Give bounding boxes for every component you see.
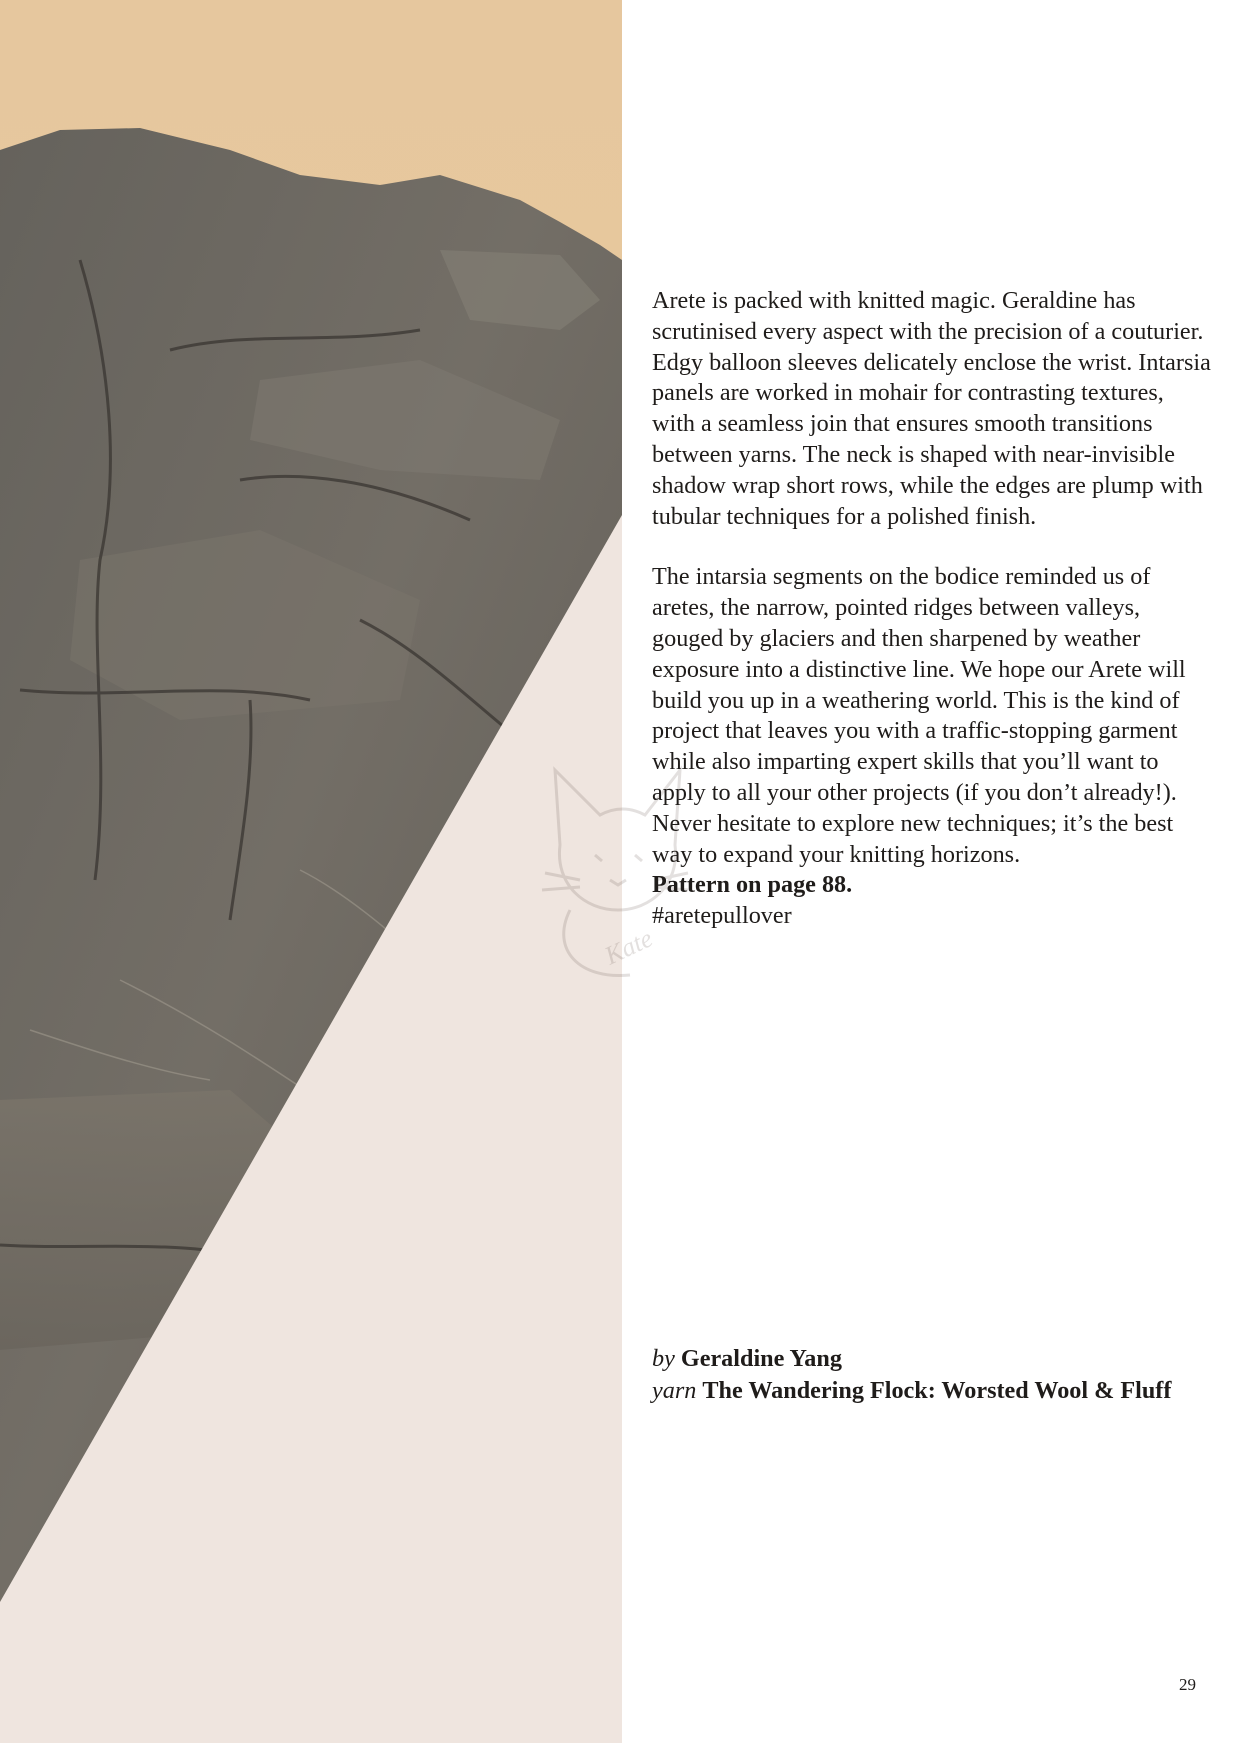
designer-name: Geraldine Yang [680, 1345, 842, 1372]
yarn-label: yarn [652, 1377, 697, 1404]
by-label: by [652, 1345, 675, 1372]
rock-illustration [0, 0, 622, 1743]
article-body [652, 286, 1212, 932]
hashtag: #aretepullover [652, 902, 792, 930]
body-paragraph: Arete is packed with knitted magic. Geraldine has scrutinised every aspect with the precision of a couturier. Edgy balloon sleeves delicately enclose the wrist. Intarsia panels are worked in mohair for contrasting textures, with a seamless join that ensures smooth transitions between yarns. The neck is shaped with near-invisible shadow wrap short rows, while the edges are plump with tubular techniques for a polished finish. [652, 287, 1211, 530]
yarn-credit [652, 1375, 1232, 1407]
designer-credit [652, 1343, 1232, 1375]
pattern-reference: Pattern on page 88. [652, 871, 853, 899]
page-number: 29 [1179, 1675, 1196, 1694]
rock-photo [0, 0, 622, 1743]
watermark-text: Kate [600, 923, 658, 971]
credits [652, 1343, 1232, 1407]
yarn-name: The Wandering Flock: Worsted Wool & Fluff [702, 1377, 1172, 1404]
body-paragraph: The intarsia segments on the bodice reminded us of aretes, the narrow, pointed ridges between valleys, gouged by glaciers and then sharpened by weather exposure into a distinctive line. We hope our Arete will build you up in a weathering world. This is the kind of project that leaves you with a traffic-stopping garment while also imparting expert skills that you’ll want to apply to all your other projects (if you don’t already!). Never hesitate to explore new techniques; it’s the best way to expand your knitting horizons. [652, 563, 1186, 868]
